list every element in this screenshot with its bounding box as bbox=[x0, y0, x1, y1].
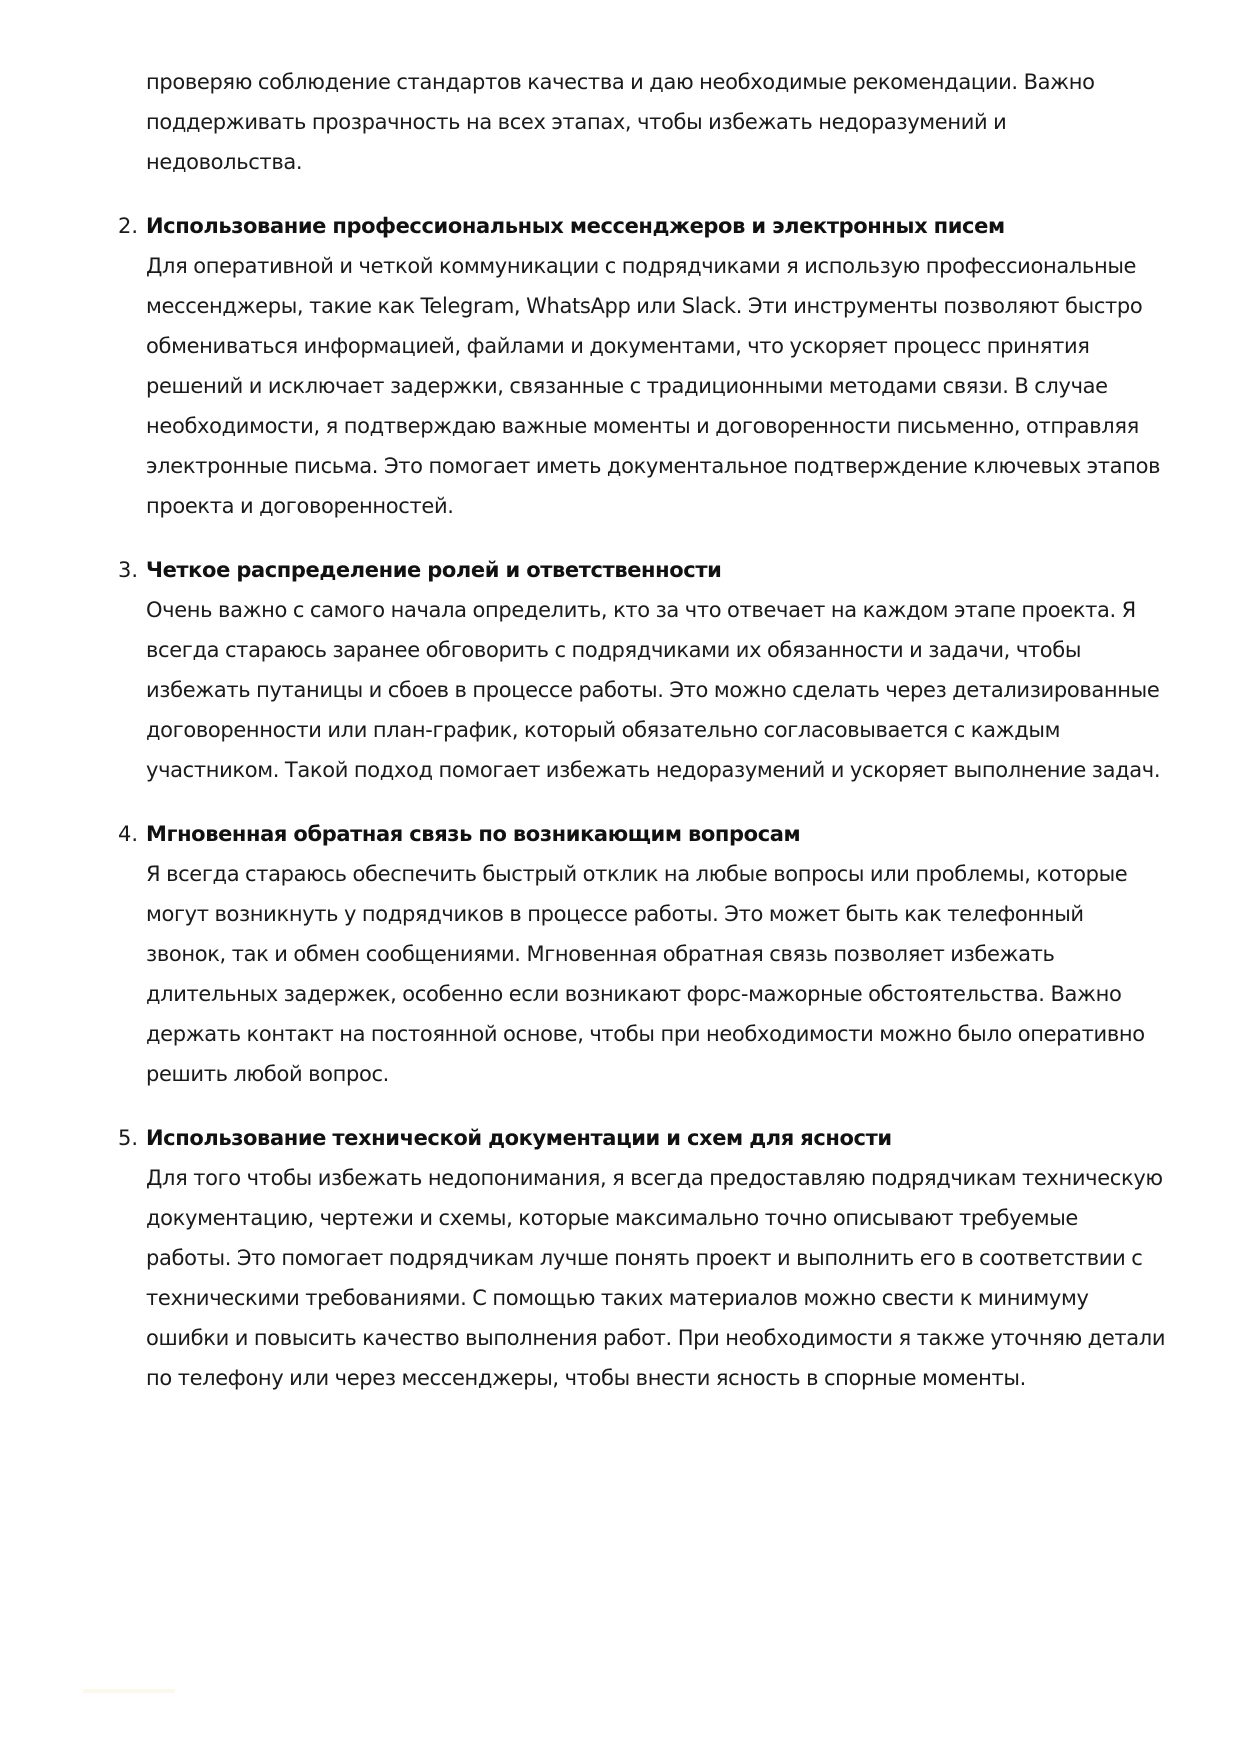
list-item-body: Для того чтобы избежать недопонимания, я всегда предоставляю подрядчикам техническую документацию, чертежи и схемы, которые максимально точно описывают требуемые работы. Это помогает подрядчикам лучше понять проект и выполнить его в соответствии с техническими требованиями. С помощью таких материалов можно свести к минимуму ошибки и повысить качество выполнения работ. При необходимости я также уточняю детали по телефону или через мессенджеры, чтобы внести ясность в спорные моменты. bbox=[146, 1166, 1166, 1390]
list-item-title: Четкое распределение ролей и ответственности bbox=[146, 558, 722, 582]
list-item-number: 5. bbox=[118, 1126, 139, 1150]
document-content bbox=[118, 62, 1166, 1398]
list-item-body: Очень важно с самого начала определить, кто за что отвечает на каждом этапе проекта. Я всегда стараюсь заранее обговорить с подрядчиками их обязанности и задачи, чтобы избежать путаницы и сбоев в процессе работы. Это можно сделать через детализированные договоренности или план-график, который обязательно согласовывается с каждым участником. Такой подход помогает избежать недоразумений и ускоряет выполнение задач. bbox=[146, 598, 1161, 782]
list-item bbox=[118, 814, 1166, 1094]
list-item-number: 2. bbox=[118, 214, 139, 238]
list-item-title: Использование профессиональных мессенджеров и электронных писем bbox=[146, 214, 1005, 238]
list-item bbox=[118, 550, 1166, 790]
list-item-number: 3. bbox=[118, 558, 139, 582]
list-item-body: Для оперативной и четкой коммуникации с подрядчиками я использую профессиональные мессенджеры, такие как Telegram, WhatsApp или Slack. Эти инструменты позволяют быстро обмениваться информацией, файлами и документами, что ускоряет процесс принятия решений и исключает задержки, связанные с традиционными методами связи. В случае необходимости, я подтверждаю важные моменты и договоренности письменно, отправляя электронные письма. Это помогает иметь документальное подтверждение ключевых этапов проекта и договоренностей. bbox=[146, 254, 1161, 518]
list-item-number: 4. bbox=[118, 822, 139, 846]
intro-paragraph: проверяю соблюдение стандартов качества и даю необходимые рекомендации. Важно поддерживать прозрачность на всех этапах, чтобы избежать недоразумений и недовольства. bbox=[146, 70, 1095, 174]
numbered-list bbox=[118, 206, 1166, 1398]
list-item-body: Я всегда стараюсь обеспечить быстрый отклик на любые вопросы или проблемы, которые могут возникнуть у подрядчиков в процессе работы. Это может быть как телефонный звонок, так и обмен сообщениями. Мгновенная обратная связь позволяет избежать длительных задержек, особенно если возникают форс-мажорные обстоятельства. Важно держать контакт на постоянной основе, чтобы при необходимости можно было оперативно решить любой вопрос. bbox=[146, 862, 1145, 1086]
list-item-title: Мгновенная обратная связь по возникающим вопросам bbox=[146, 822, 801, 846]
list-item bbox=[118, 206, 1166, 526]
list-item bbox=[118, 1118, 1166, 1398]
faint-footer-mark bbox=[83, 1689, 175, 1693]
list-item-title: Использование технической документации и схем для ясности bbox=[146, 1126, 892, 1150]
